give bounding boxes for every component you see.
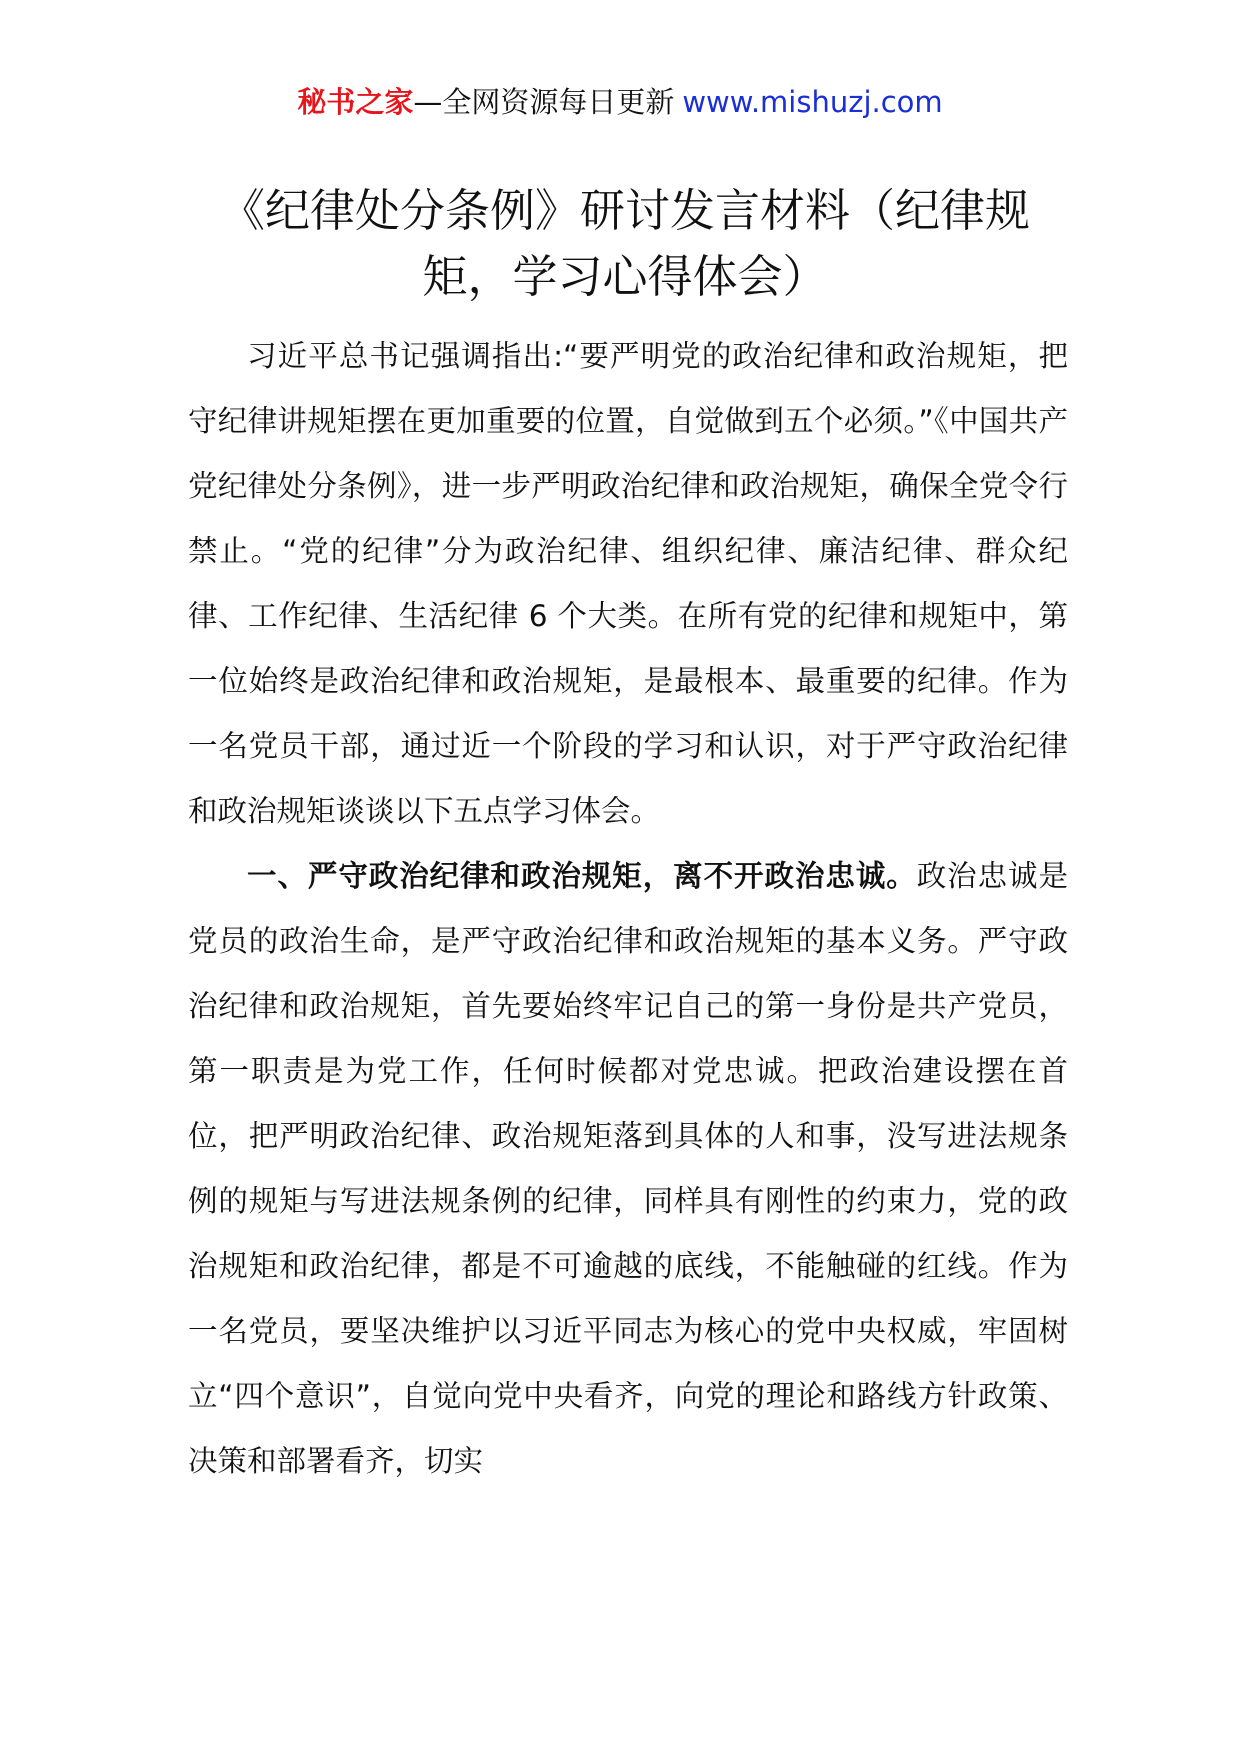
paragraph-intro (188, 324, 1068, 844)
paragraph-text: 政治忠诚是党员的政治生命，是严守政治纪律和政治规矩的基本义务。严守政治纪律和政治规矩，首先要始终牢记自己的第一身份是共产党员，第一职责是为党工作，任何时候都对党忠诚。把政治建设摆在首位，把严明政治纪律、政治规矩落到具体的人和事，没写进法规条例的规矩与写进法规条例的纪律，同样具有刚性的约束力，党的政治规矩和政治纪律，都是不可逾越的底线，不能触碰的红线。作为一名党员，要坚决维护以习近平同志为核心的党中央权威，牢固树立“四个意识”，自觉向党中央看齐，向党的理论和路线方针政策、决策和部署看齐，切实 (188, 859, 1068, 1478)
site-tagline: —全网资源每日更新 (413, 85, 675, 119)
paragraph-section-1 (188, 844, 1068, 1494)
site-url-link[interactable]: www.mishuzj.com (682, 85, 943, 119)
document-body (188, 324, 1068, 1494)
paragraph-text: 习近平总书记强调指出:“要严明党的政治纪律和政治规矩，把守纪律讲规矩摆在更加重要的位置，自觉做到五个必须。”《中国共产党纪律处分条例》，进一步严明政治纪律和政治规矩，确保全党令行禁止。“党的纪律”分为政治纪律、组织纪律、廉洁纪律、群众纪律、工作纪律、生活纪律 6 个大类。在所有党的纪律和规矩中，第一位始终是政治纪律和政治规矩，是最根本、最重要的纪律。作为一名党员干部，通过近一个阶段的学习和认识，对于严守政治纪律和政治规矩谈谈以下五点学习体会。 (188, 339, 1068, 828)
site-header (0, 82, 1240, 122)
document-title: 《纪律处分条例》研讨发言材料（纪律规矩，学习心得体会） (219, 184, 1030, 303)
paragraph-lead: 一、严守政治纪律和政治规矩，离不开政治忠诚。 (247, 859, 917, 893)
site-brand: 秘书之家 (297, 85, 414, 119)
